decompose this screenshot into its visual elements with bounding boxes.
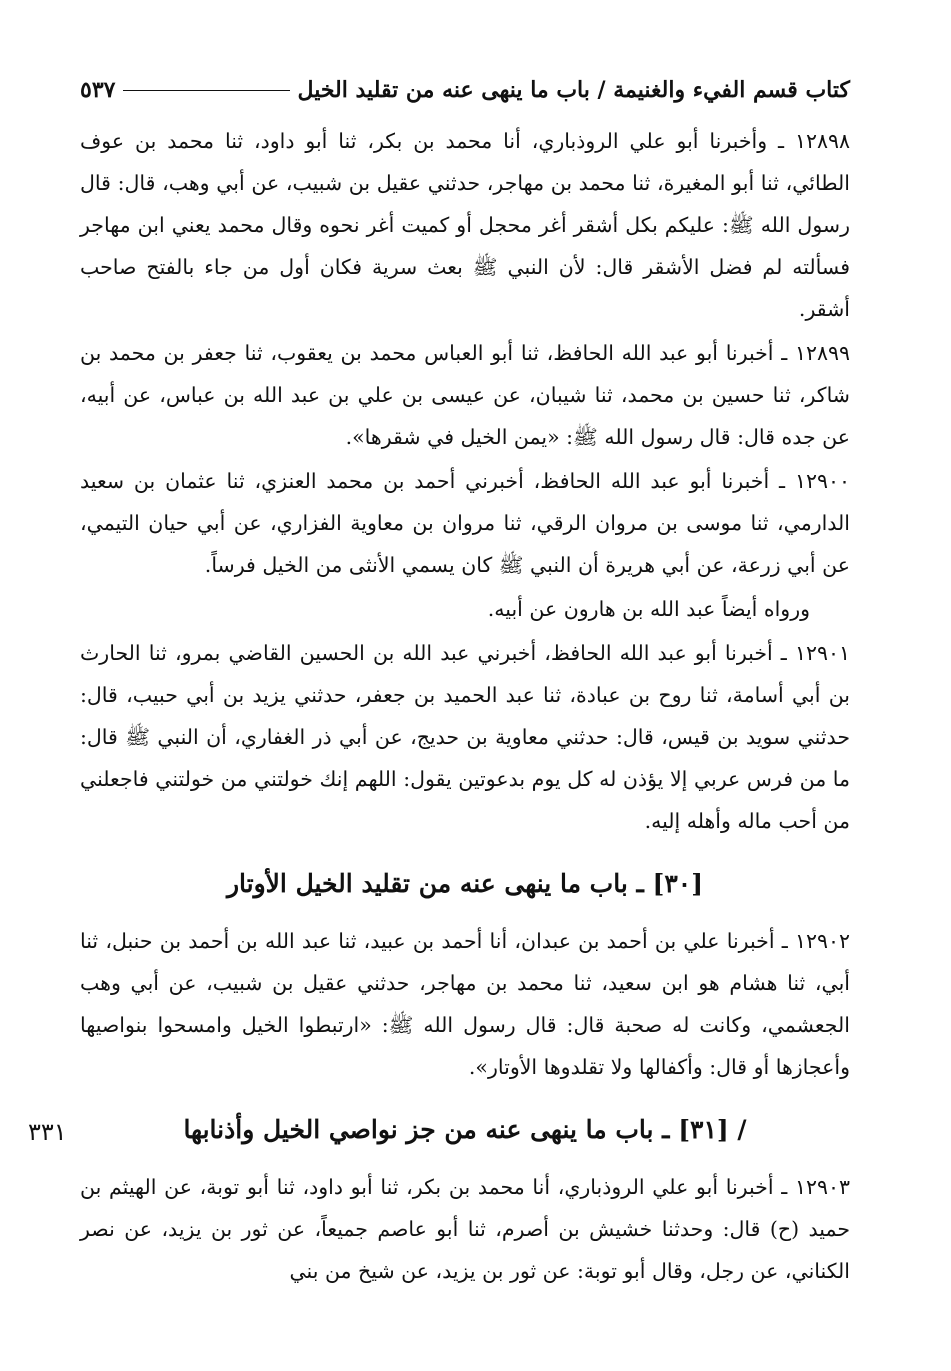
section-heading-31: / [٣١] ـ باب ما ينهى عنه من جز نواصي الخيل وأذنابها xyxy=(183,1115,747,1144)
running-header xyxy=(80,70,850,110)
book-page xyxy=(80,70,850,1294)
hadith-12902: ١٢٩٠٢ ـ أخبرنا علي بن أحمد بن عبدان، أنا أحمد بن عبيد، ثنا عبد الله بن أحمد بن حنبل، ثنا أبي، ثنا هشام هو ابن سعيد، ثنا محمد بن مهاجر، حدثني عقيل بن شبيب، عن أبي وهب الجعشمي، وكانت له صحبة قال: قال رسول الله ﷺ: «ارتبطوا الخيل وامسحوا بنواصيها وأعجازها أو قال: وأكفالها ولا تقلدوها الأوتار». xyxy=(80,929,850,1079)
section-heading-30: [٣٠] ـ باب ما ينهى عنه من تقليد الخيل الأوتار xyxy=(226,869,704,898)
narration-note: ورواه أيضاً عبد الله بن هارون عن أبيه. xyxy=(487,597,810,621)
hadith-12899: ١٢٨٩٩ ـ أخبرنا أبو عبد الله الحافظ، ثنا أبو العباس محمد بن يعقوب، ثنا جعفر بن محمد بن شاكر، ثنا حسين بن محمد، ثنا شيبان، عن عيسى بن علي بن عبد الله بن عباس، عن أبيه، عن جده قال: قال رسول الله ﷺ: «يمن الخيل في شقرها». xyxy=(80,341,850,449)
header-rule xyxy=(123,90,289,91)
hadith-12900: ١٢٩٠٠ ـ أخبرنا أبو عبد الله الحافظ، أخبرني أحمد بن محمد العنزي، ثنا عثمان بن سعيد الدارمي، ثنا موسى بن مروان الرقي، ثنا مروان بن معاوية الفزاري، عن أبي حيان التيمي، عن أبي زرعة، عن أبي هريرة أن النبي ﷺ كان يسمي الأنثى من الخيل فرساً. xyxy=(80,469,850,577)
header-title: كتاب قسم الفيء والغنيمة / باب ما ينهى عنه من تقليد الخيل xyxy=(297,77,850,103)
hadith-12901: ١٢٩٠١ ـ أخبرنا أبو عبد الله الحافظ، أخبرني عبد الله بن الحسين القاضي بمرو، ثنا الحارث بن أبي أسامة، ثنا روح بن عبادة، ثنا عبد الحميد بن جعفر، حدثني يزيد بن أبي حبيب، قال: حدثني سويد بن قيس، قال: حدثني معاوية بن حديج، عن أبي ذر الغفاري، أن النبي ﷺ قال: ما من فرس عربي إلا يؤذن له كل يوم بدعوتين يقول: اللهم إنك خولتني من خولتني فاجعلني من أحب ماله وأهله إليه. xyxy=(80,641,850,833)
margin-page-reference: ٣٣١ xyxy=(28,1118,67,1146)
page-number: ٥٣٧ xyxy=(80,77,116,103)
hadith-12903: ١٢٩٠٣ ـ أخبرنا أبو علي الروذباري، أنا محمد بن بكر، ثنا أبو داود، ثنا أبو توبة، عن الهيثم بن حميد (ح) قال: وحدثنا خشيش بن أصرم، ثنا أبو عاصم جميعاً، عن ثور بن يزيد، عن نصر الكناني، عن رجل، وقال أبو توبة: عن ثور بن يزيد، عن شيخ من بني xyxy=(80,1175,850,1283)
hadith-12898: ١٢٨٩٨ ـ وأخبرنا أبو علي الروذباري، أنا محمد بن بكر، ثنا أبو داود، ثنا محمد بن عوف الطائي، ثنا أبو المغيرة، ثنا محمد بن مهاجر، حدثني عقيل بن شبيب، عن أبي وهب، قال: قال رسول الله ﷺ: عليكم بكل أشقر أغر محجل أو كميت أغر نحوه وقال محمد يعني ابن مهاجر فسألته لم فضل الأشقر قال: لأن النبي ﷺ بعث سرية فكان أول من جاء بالفتح صاحب أشقر. xyxy=(80,129,850,321)
